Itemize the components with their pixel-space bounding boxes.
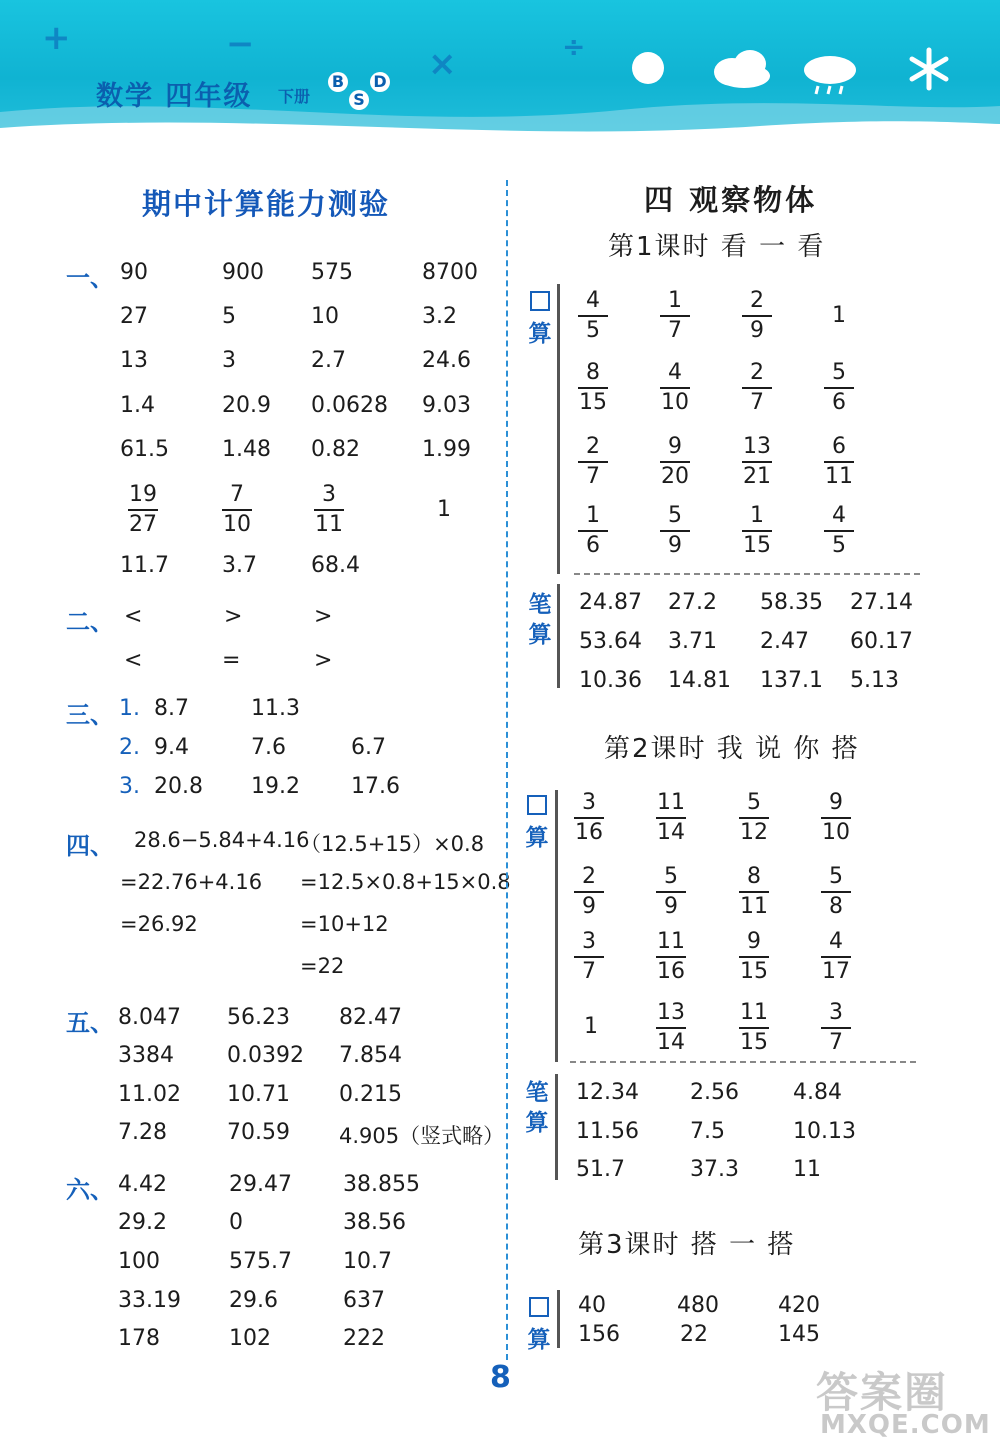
page-number: 8: [490, 1360, 511, 1395]
fraction: 1 15: [743, 503, 771, 558]
answer-value: 37.3: [690, 1157, 739, 1182]
fraction: 4 17: [822, 929, 850, 984]
answer-value: 10.13: [793, 1119, 856, 1144]
answer-value: 38.56: [343, 1210, 406, 1235]
answer-value: 0.82: [311, 437, 360, 462]
fraction: 3 7: [815, 1002, 857, 1054]
column-divider: [506, 180, 508, 1360]
answer-value: 0.0392: [227, 1043, 304, 1068]
book-title: 数学 四年级: [96, 81, 253, 112]
answer-value: 11: [793, 1157, 821, 1182]
calc-step: =12.5×0.8+15×0.8: [300, 870, 511, 894]
answer-value: 0: [229, 1210, 243, 1235]
fraction: 13 21: [743, 434, 771, 489]
answer-value: 0.215: [339, 1082, 402, 1107]
oral-label: 算: [525, 286, 555, 349]
sun-icon: [630, 50, 666, 86]
answer-value: 20.8: [154, 774, 203, 799]
answer-value: 178: [118, 1326, 160, 1351]
watermark-logo: 答案圈: [816, 1368, 949, 1417]
answer-value: 38.855: [343, 1172, 420, 1197]
answer-value: 3.71: [668, 629, 717, 654]
fraction: 11 16: [657, 929, 685, 984]
header-banner: [0, 0, 1000, 142]
plus-icon: +: [42, 18, 71, 58]
written-label: 笔 算: [525, 1080, 549, 1136]
answer-value: 1.48: [222, 437, 271, 462]
edition-letter: B: [328, 72, 348, 92]
answer-value: 11.7: [120, 553, 169, 578]
answer-value: 9.4: [154, 735, 189, 760]
answer-value: 29.47: [229, 1172, 292, 1197]
fraction: 11 14: [657, 790, 685, 845]
comparison-sign: =: [222, 648, 241, 673]
fraction: 1 7: [654, 290, 696, 342]
answer-value: 3384: [118, 1043, 174, 1068]
answer-value: 6.7: [351, 735, 386, 760]
answer-value: 100: [118, 1249, 160, 1274]
comparison-sign: >: [314, 604, 333, 629]
section-marker: 六、: [66, 1176, 114, 1204]
answer-value: 4.905（竖式略）: [339, 1124, 505, 1148]
answer-value: 8.047: [118, 1005, 181, 1030]
answer-value: 17.6: [351, 774, 400, 799]
answer-value: 11.02: [118, 1082, 181, 1107]
answer-value: 9.03: [422, 393, 471, 418]
fraction: 4 5: [572, 290, 614, 342]
section-marker: 四、: [66, 832, 114, 860]
answer-value: 102: [229, 1326, 271, 1351]
fraction: 6 11: [825, 434, 853, 489]
chapter-title: 四 观察物体: [644, 183, 818, 217]
fraction: 8 11: [740, 864, 768, 919]
answer-value: 11.56: [576, 1119, 639, 1144]
oral-label: 算: [524, 1292, 554, 1355]
answer-value: 10.36: [579, 668, 642, 693]
answer-value: 145: [778, 1322, 820, 1347]
answer-value: 7.6: [251, 735, 286, 760]
answer-value: 56.23: [227, 1005, 290, 1030]
answer-value: 29.2: [118, 1210, 167, 1235]
item-label: 3.: [119, 774, 140, 799]
fraction: 5 9: [650, 866, 692, 918]
answer-value: 20.9: [222, 393, 271, 418]
answer-value: 61.5: [120, 437, 169, 462]
answer-value: 480: [677, 1293, 719, 1318]
bracket-line: [557, 584, 560, 688]
fraction: 9 20: [661, 434, 689, 489]
lesson-title: 第1课时 看 一 看: [608, 232, 826, 262]
oral-label: 算: [522, 790, 552, 853]
bracket-line: [555, 790, 558, 1062]
answer-value: 137.1: [760, 668, 823, 693]
fraction: 2 9: [568, 866, 610, 918]
answer-value: 33.19: [118, 1288, 181, 1313]
answer-value: 637: [343, 1288, 385, 1313]
comparison-sign: >: [314, 648, 333, 673]
fraction: 9 10: [822, 790, 850, 845]
calc-step: 28.6−5.84+4.16: [134, 828, 310, 852]
answer-value: 10.71: [227, 1082, 290, 1107]
snowflake-icon: [906, 46, 952, 92]
fraction: 2 7: [572, 436, 614, 488]
comparison-sign: <: [124, 604, 143, 629]
answer-value: 575.7: [229, 1249, 292, 1274]
answer-value: 90: [120, 260, 148, 285]
answer-value: 82.47: [339, 1005, 402, 1030]
edition-letter: S: [349, 90, 369, 110]
fraction: 2 7: [736, 362, 778, 414]
comparison-sign: <: [124, 648, 143, 673]
fraction: 9 15: [740, 929, 768, 984]
fraction: 3 7: [568, 931, 610, 983]
page-title: 期中计算能力测验: [142, 187, 391, 221]
fraction: 1 6: [572, 505, 614, 557]
fraction: 5 12: [740, 790, 768, 845]
answer-value: 4.42: [118, 1172, 167, 1197]
answer-value: 1: [437, 497, 451, 522]
item-label: 2.: [119, 735, 140, 760]
answer-value: 11.3: [251, 696, 300, 721]
fraction: 4 5: [818, 505, 860, 557]
lesson-title: 第3课时 搭 一 搭: [578, 1230, 796, 1260]
answer-value: 2.47: [760, 629, 809, 654]
fraction: 19 27: [129, 482, 157, 537]
times-icon: ×: [428, 44, 457, 84]
divide-icon: ÷: [562, 30, 586, 63]
answer-value: 24.87: [579, 590, 642, 615]
written-label: 笔 算: [528, 592, 552, 648]
answer-value: 12.34: [576, 1080, 639, 1105]
answer-value: 2.7: [311, 348, 346, 373]
answer-value: 27.14: [850, 590, 913, 615]
lesson-title: 第2课时 我 说 你 搭: [604, 734, 860, 764]
fraction: 5 6: [818, 362, 860, 414]
calc-step: （12.5+15）×0.8: [300, 832, 485, 856]
fraction: 5 8: [815, 866, 857, 918]
rain-icon: [800, 50, 864, 96]
answer-value: 1: [832, 303, 846, 328]
answer-value: 3.7: [222, 553, 257, 578]
answer-value: 3.2: [422, 304, 457, 329]
box-icon: [529, 1297, 549, 1317]
item-label: 1.: [119, 696, 140, 721]
fraction: 8 15: [579, 360, 607, 415]
fraction: 13 14: [657, 1000, 685, 1055]
calc-step: =22: [300, 954, 345, 978]
answer-value: 27.2: [668, 590, 717, 615]
answer-value: 60.17: [850, 629, 913, 654]
answer-value: 22: [680, 1322, 708, 1347]
answer-value: 14.81: [668, 668, 731, 693]
answer-value: 0.0628: [311, 393, 388, 418]
section-marker: 一、: [66, 264, 114, 292]
answer-value: 51.7: [576, 1157, 625, 1182]
calc-step: =10+12: [300, 912, 389, 936]
calc-step: =22.76+4.16: [120, 870, 263, 894]
fraction: 3 16: [575, 790, 603, 845]
section-separator: [574, 573, 920, 575]
answer-value: 10.7: [343, 1249, 392, 1274]
answer-value: 29.6: [229, 1288, 278, 1313]
watermark-url: MXQE.COM: [820, 1410, 991, 1440]
answer-value: 2.56: [690, 1080, 739, 1105]
answer-value: 27: [120, 304, 148, 329]
answer-value: 53.64: [579, 629, 642, 654]
section-marker: 二、: [66, 608, 114, 636]
fraction: 11 15: [740, 1000, 768, 1055]
answer-value: 68.4: [311, 553, 360, 578]
answer-value: 10: [311, 304, 339, 329]
answer-value: 575: [311, 260, 353, 285]
bracket-line: [557, 1290, 560, 1348]
calc-step: =26.92: [120, 912, 198, 936]
answer-value: 4.84: [793, 1080, 842, 1105]
answer-value: 8700: [422, 260, 478, 285]
answer-value: 19.2: [251, 774, 300, 799]
minus-icon: −: [226, 24, 255, 64]
edition-letter: D: [370, 72, 390, 92]
cloud-icon: [710, 44, 774, 90]
comparison-sign: >: [224, 604, 243, 629]
answer-value: 1.99: [422, 437, 471, 462]
answer-value: 58.35: [760, 590, 823, 615]
fraction: 7 10: [223, 482, 251, 537]
section-separator: [570, 1061, 916, 1063]
section-marker: 三、: [66, 701, 114, 729]
section-marker: 五、: [66, 1009, 114, 1037]
answer-value: 5: [222, 304, 236, 329]
answer-value: 222: [343, 1326, 385, 1351]
book-volume: 下册: [278, 87, 311, 106]
bracket-line: [555, 1074, 558, 1180]
answer-value: 900: [222, 260, 264, 285]
fraction: 5 9: [654, 505, 696, 557]
bracket-line: [557, 284, 560, 574]
answer-value: 1.4: [120, 393, 155, 418]
box-icon: [527, 795, 547, 815]
fraction: 3 11: [315, 482, 343, 537]
answer-value: 24.6: [422, 348, 471, 373]
box-icon: [530, 291, 550, 311]
answer-value: 13: [120, 348, 148, 373]
answer-value: 70.59: [227, 1120, 290, 1145]
fraction: 4 10: [661, 360, 689, 415]
answer-value: 5.13: [850, 668, 899, 693]
answer-value: 7.5: [690, 1119, 725, 1144]
answer-value: 7.854: [339, 1043, 402, 1068]
answer-value: 1: [584, 1014, 598, 1039]
answer-value: 156: [578, 1322, 620, 1347]
fraction: 2 9: [736, 290, 778, 342]
answer-value: 40: [578, 1293, 606, 1318]
answer-value: 420: [778, 1293, 820, 1318]
answer-value: 3: [222, 348, 236, 373]
answer-value: 8.7: [154, 696, 189, 721]
answer-value: 7.28: [118, 1120, 167, 1145]
